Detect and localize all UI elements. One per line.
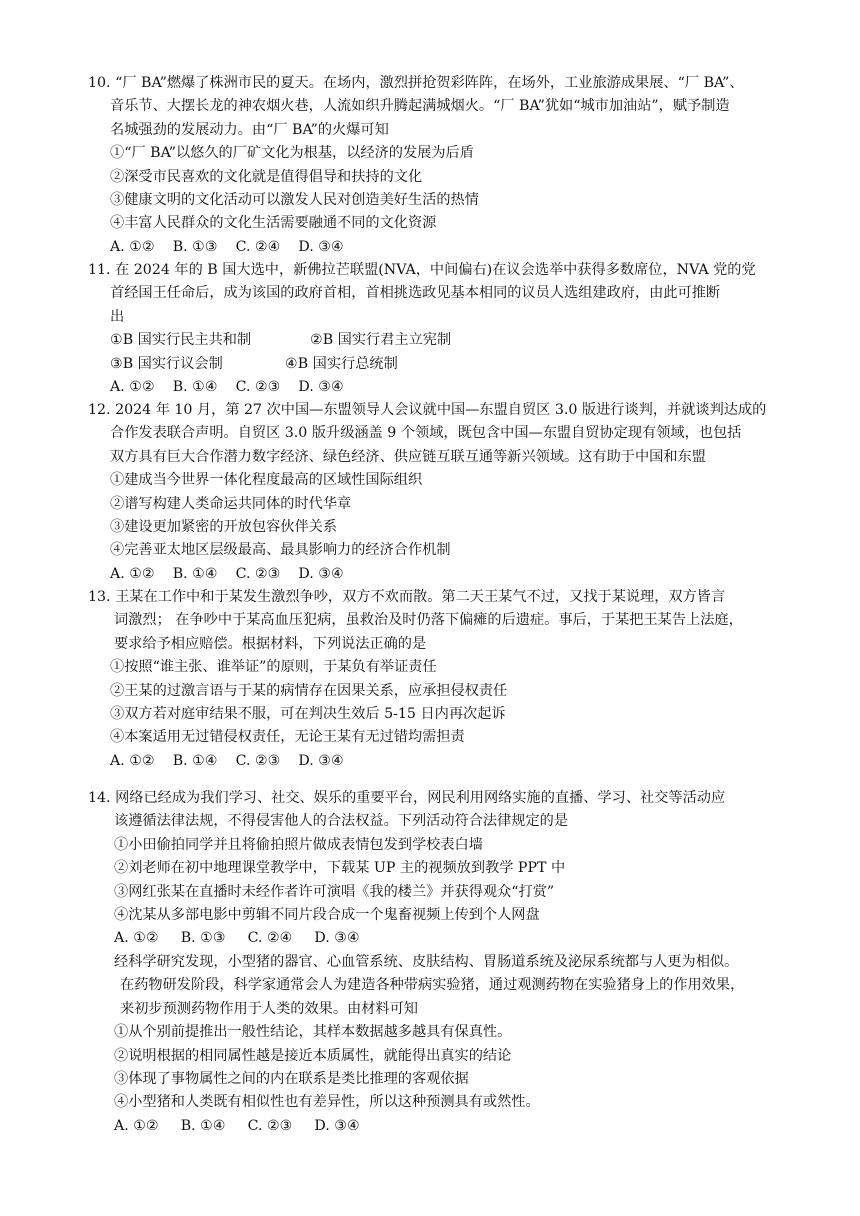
option-statement: ①从个别前提推出一般性结论，其样本数据越多越具有保真性。 <box>114 1024 512 1041</box>
question-10 <box>88 72 788 259</box>
question-stem-line: 双方具有巨大合作潜力数字经济、绿色经济、供应链互联互通等新兴领域。这有助于中国和东盟 <box>110 448 706 465</box>
question-11 <box>88 259 788 399</box>
choice-a: A. ①② <box>114 1117 159 1134</box>
choice-a: A. ①② <box>110 752 155 769</box>
choice-b: B. ①③ <box>172 238 218 255</box>
option-statement: ①“厂 BA”以悠久的厂矿文化为根基，以经济的发展为后盾 <box>110 145 474 162</box>
question-12 <box>88 399 788 586</box>
choice-c: C. ②③ <box>235 378 281 395</box>
choice-a: A. ①② <box>110 238 155 255</box>
answer-choices <box>88 927 788 950</box>
question-stem-line: 在药物研发阶段，科学家通常会人为建造各种带病实验猪，通过观测药物在实验猪身上的作用效果， <box>120 977 745 994</box>
question-stem-line: 首经国王任命后，成为该国的政府首相，首相挑选政见基本相同的议员人选组建政府，由此可推断 <box>110 285 721 302</box>
choice-b: B. ①④ <box>172 752 218 769</box>
choice-b: B. ①④ <box>172 378 218 395</box>
option-statement: ③双方若对庭审结果不服，可在判决生效后 5-15 日内再次起诉 <box>110 705 506 722</box>
choice-c: C. ②④ <box>247 930 293 947</box>
question-stem-line: 合作发表联合声明。自贸区 3.0 版升级涵盖 9 个领域，既包含中国—东盟自贸协定现有领域，也包括 <box>110 425 742 442</box>
option-statement: ③网红张某在直播时未经作者许可演唱《我的楼兰》并获得观众“打赏” <box>114 883 555 900</box>
answer-choices <box>88 563 788 586</box>
question-15 <box>88 951 788 1138</box>
question-stem-line: 名城强劲的发展动力。由“厂 BA”的火爆可知 <box>110 121 389 138</box>
question-stem-line: 13. 王某在工作中和于某发生激烈争吵，双方不欢而散。第二天王某气不过，又找于某说理，双方皆言 <box>88 589 726 605</box>
option-statement: ②刘老师在初中地理课堂教学中，下载某 UP 主的视频放到教学 PPT 中 <box>114 860 566 877</box>
choice-c: C. ②③ <box>247 1117 293 1134</box>
option-statement: ③体现了事物属性之间的内在联系是类比推理的客观依据 <box>114 1070 469 1087</box>
question-stem-line: 经科学研究发现，小型猪的器官、心血管系统、皮肤结构、胃肠道系统及泌尿系统都与人更为相似。 <box>114 954 739 970</box>
question-14 <box>88 787 788 951</box>
option-statement: ④沈某从多部电影中剪辑不同片段合成一个鬼畜视频上传到个人网盘 <box>114 906 540 923</box>
question-13 <box>88 586 788 773</box>
answer-choices <box>88 376 788 399</box>
answer-choices <box>88 236 788 259</box>
option-statement: ②深受市民喜欢的文化就是值得倡导和扶持的文化 <box>110 168 423 185</box>
option-statement: ①建成当今世界一体化程度最高的区域性国际组织 <box>110 472 423 489</box>
option-statement: ③B 国实行议会制 <box>110 355 223 372</box>
option-statement: ④本案适用无过错侵权责任，无论王某有无过错均需担责 <box>110 729 465 746</box>
choice-c: C. ②③ <box>235 752 281 769</box>
choice-c: C. ②④ <box>235 238 281 255</box>
option-statement: ④丰富人民群众的文化生活需要融通不同的文化资源 <box>110 215 437 232</box>
question-stem-line: 词激烈； 在争吵中于某高血压犯病，虽救治及时仍落下偏瘫的后遗症。事后，于某把王某告上法庭， <box>114 612 743 629</box>
answer-choices <box>88 750 788 773</box>
choice-d: D. ③④ <box>314 930 360 947</box>
option-statement: ④小型猪和人类既有相似性也有差异性，所以这种预测具有或然性。 <box>114 1094 540 1111</box>
option-statement: ③建设更加紧密的开放包容伙伴关系 <box>110 518 338 535</box>
choice-d: D. ③④ <box>298 238 344 255</box>
option-statement: ①小田偷拍同学并且将偷拍照片做成表情包发到学校表白墙 <box>114 836 483 853</box>
question-stem-line: 12. 2024 年 10 月，第 27 次中国—东盟领导人会议就中国—东盟自贸区 3.0 版进行谈判，并就谈判达成的 <box>88 402 767 418</box>
option-statement: ①B 国实行民主共和制 <box>110 332 252 349</box>
option-statement: ④完善亚太地区层级最高、最具影响力的经济合作机制 <box>110 542 451 559</box>
choice-a: A. ①② <box>110 565 155 582</box>
choice-a: A. ①② <box>114 930 159 947</box>
option-statement: ④B 国实行总统制 <box>285 355 398 372</box>
choice-b: B. ①④ <box>172 565 218 582</box>
choice-d: D. ③④ <box>298 752 344 769</box>
question-stem-line: 14. 网络已经成为我们学习、社交、娱乐的重要平台，网民利用网络实施的直播、学习、社交等活动应 <box>88 790 726 806</box>
option-pair <box>88 353 788 376</box>
choice-b: B. ①④ <box>180 1117 226 1134</box>
option-statement: ②B 国实行君主立宪制 <box>310 332 452 349</box>
question-stem-line: 11. 在 2024 年的 B 国大选中，新佛拉芒联盟(NVA，中间偏右)在议会选举中获得多数席位，NVA 党的党 <box>88 262 756 278</box>
choice-d: D. ③④ <box>314 1117 360 1134</box>
option-statement: ②说明根据的相同属性越是接近本质属性，就能得出真实的结论 <box>114 1047 512 1064</box>
choice-d: D. ③④ <box>298 378 344 395</box>
question-stem-line: 音乐节、大摆长龙的神农烟火巷，人流如织升腾起满城烟火。“厂 BA”犹如“城市加油站”，赋予制造 <box>110 98 730 115</box>
answer-choices <box>88 1115 788 1138</box>
option-statement: ③健康文明的文化活动可以激发人民对创造美好生活的热情 <box>110 191 479 208</box>
choice-d: D. ③④ <box>298 565 344 582</box>
option-pair <box>88 329 788 352</box>
choice-c: C. ②③ <box>235 565 281 582</box>
question-stem-line: 出 <box>110 308 125 325</box>
choice-b: B. ①③ <box>180 930 226 947</box>
question-stem-line: 要求给予相应赔偿。根据材料，下列说法正确的是 <box>114 635 427 652</box>
option-statement: ①按照“谁主张、谁举证”的原则，于某负有举证责任 <box>110 659 437 676</box>
choice-a: A. ①② <box>110 378 155 395</box>
question-stem-line: 来初步预测药物作用于人类的效果。由材料可知 <box>120 1000 418 1017</box>
question-stem-line: 10. “厂 BA”燃爆了株洲市民的夏天。在场内，激烈拼抢贺彩阵阵，在场外，工业旅游成果展、“厂 BA”、 <box>88 75 744 91</box>
option-statement: ②谱写构建人类命运共同体的时代华章 <box>110 495 352 512</box>
option-statement: ②王某的过激言语与于某的病情存在因果关系，应承担侵权责任 <box>110 682 508 699</box>
question-stem-line: 该遵循法律法规，不得侵害他人的合法权益。下列活动符合法律规定的是 <box>114 813 569 830</box>
